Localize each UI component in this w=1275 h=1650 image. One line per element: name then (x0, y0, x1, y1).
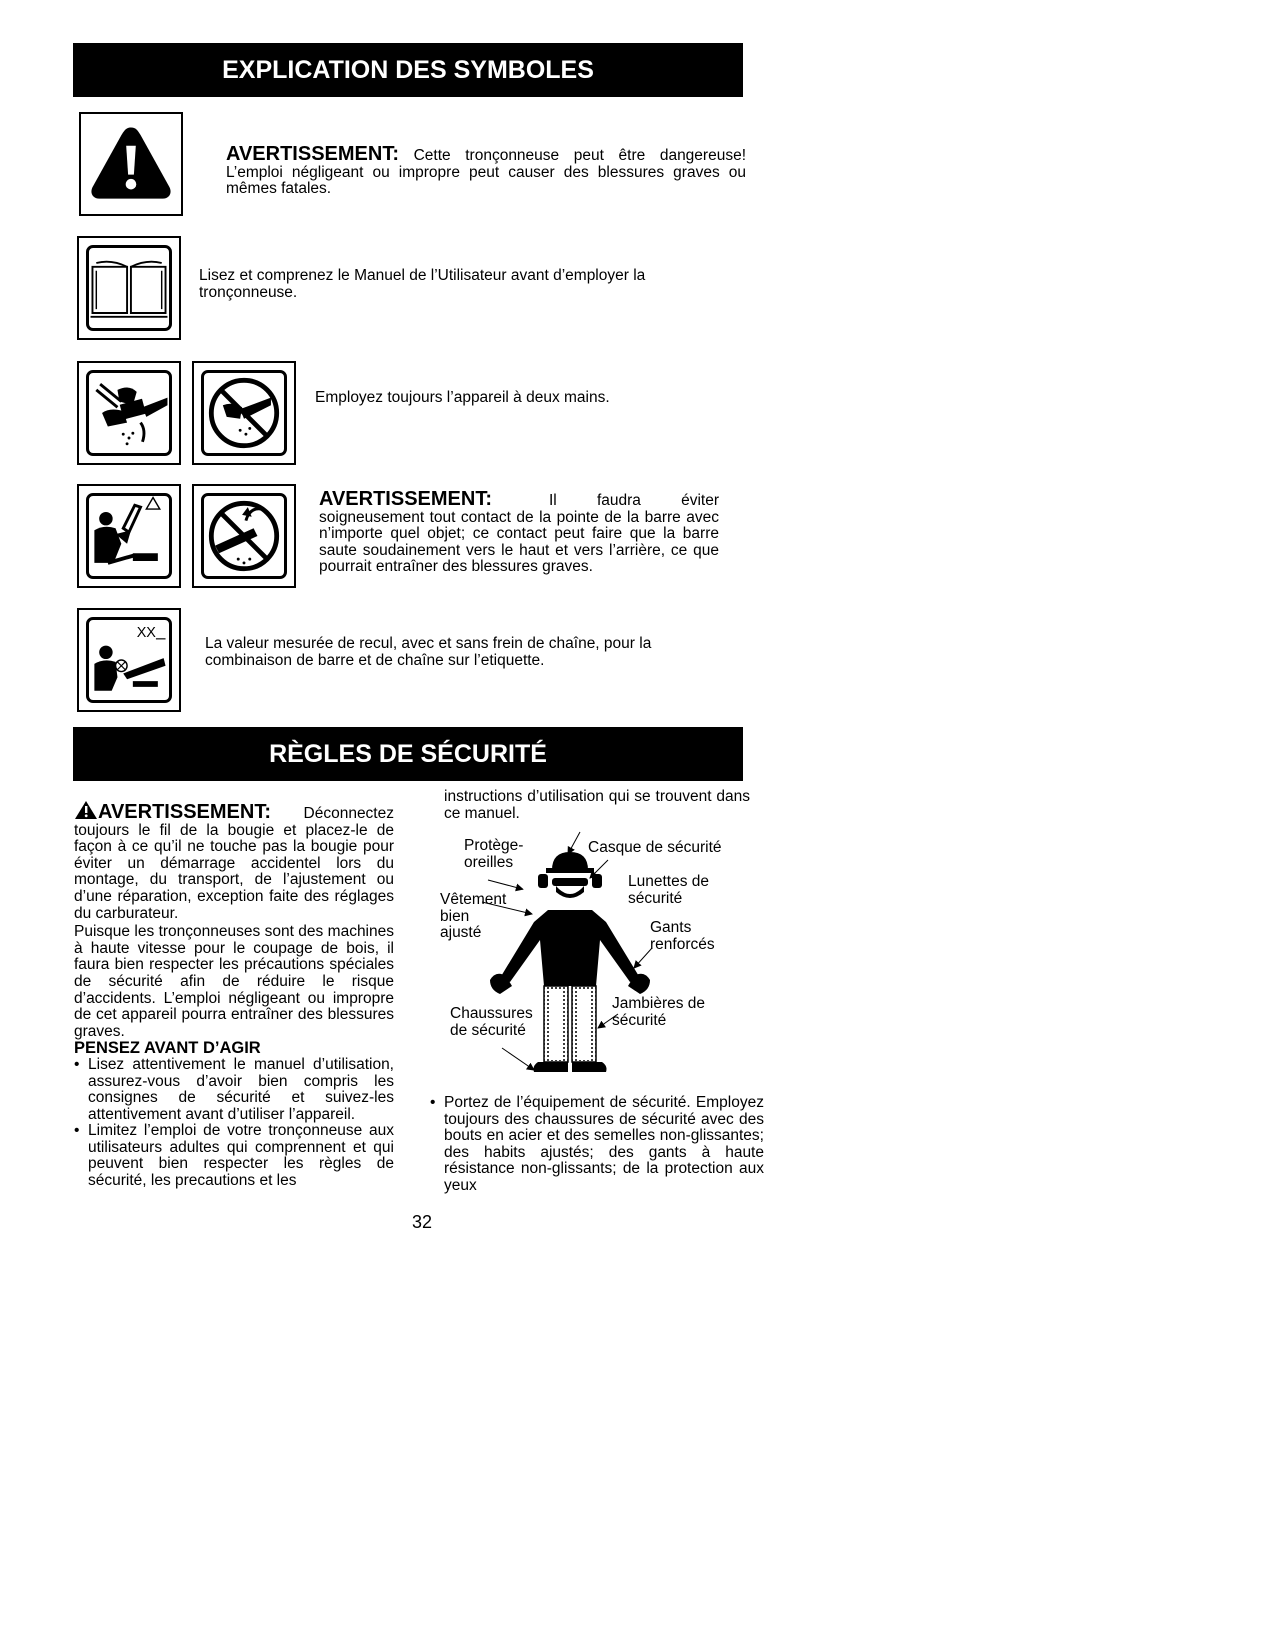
symbol-1-description (226, 143, 747, 198)
label-gloves: Gants renforcés (650, 919, 715, 953)
symbol-1-warning-label: AVERTISSEMENT: (226, 143, 399, 165)
bar-tip-contact-prohibited-icon (192, 484, 296, 588)
rules-bullet-1: • Lisez attentivement le manuel d’utilisation, assurez-vous d’avoir bien compris les consignes de sécurité et suivez-les attentivement avant d’utiliser l’appareil. (74, 1055, 394, 1123)
rules-col2-top-text: instructions d’utilisation qui se trouvent dans ce manuel. (444, 788, 750, 822)
symbol-3-text: Employez toujours l’appareil à deux mains. (315, 389, 610, 406)
safety-equipment-figure (430, 830, 760, 1090)
kickback-value-icon (77, 608, 181, 712)
symbols-title-banner (73, 43, 743, 97)
label-clothing: Vêtement bien ajusté (440, 891, 507, 942)
rules-paragraph-2: Puisque les tronçonneuses sont des machines à haute vitesse pour le coupage de bois, il faura bien respecter les précautions spéciales de sécurité afin de réduire le risque d’accidents. L’emploi négligeant ou impropre de cet appareil pourra entraîner des blessures graves. (74, 923, 394, 1040)
think-before-acting-heading: PENSEZ AVANT D’AGIR (74, 1039, 261, 1058)
rules-title: RÈGLES DE SÉCURITÉ (269, 739, 547, 768)
label-shoes: Chaussures de sécurité (450, 1005, 533, 1039)
symbol-4-text: soigneusement tout contact de la pointe de la barre avec n’importe quel objet; ce contact peut faire que la barre saute soudainement vers le haut et vers l’arrière, ce que pourrait entraîner des blessures graves. (319, 508, 719, 576)
symbol-4-first-words: Il faudra éviter (549, 492, 719, 509)
page-number: 32 (412, 1212, 433, 1232)
rules-warning-label: AVERTISSEMENT: (98, 801, 271, 823)
two-hands-icon (77, 361, 181, 465)
symbol-4-description (319, 488, 719, 576)
kickback-value-label: XX (136, 624, 156, 641)
kickback-warning-icon (77, 484, 181, 588)
symbol-5-text: La valeur mesurée de recul, avec et sans frein de chaîne, pour la combinaison de barre et de chaîne sur l’etiquette. (205, 635, 652, 669)
rules-title-banner (73, 727, 743, 781)
label-helmet: Casque de sécurité (588, 839, 722, 856)
one-hand-prohibited-icon (192, 361, 296, 465)
symbol-2-text: Lisez et comprenez le Manuel de l’Utilisateur avant d’employer la tronçonneuse. (199, 267, 646, 301)
warning-triangle-icon (79, 112, 183, 216)
rules-warning-first-word: Déconnectez (303, 805, 394, 822)
symbols-title: EXPLICATION DES SYMBOLES (222, 55, 594, 84)
symbol-4-warning-label: AVERTISSEMENT: (319, 488, 492, 510)
rules-bullet-3: • Portez de l’équipement de sécurité. Employez toujours des chaussures de sécurité avec des bouts en acier et des semelles non-glissantes; des habits ajustés; des gants à haute résistance non-glissants; de la protection aux yeux (430, 1094, 764, 1194)
symbol-1-text: Cette tronçonneuse peut être dangereuse! L’emploi négligeant ou impropre peut causer des blessures graves ou mêmes fatales. (226, 147, 747, 198)
rules-warning-text: toujours le fil de la bougie et placez-le de façon à ce qu’il ne touche pas la bougie pour éviter un démarrage accidentel lors du montage, du transport, de l’ajustement ou d’une réparation, exception faite des réglages du carburateur. (74, 821, 394, 922)
rules-left-column (74, 800, 394, 1190)
label-glasses: Lunettes de sécurité (628, 873, 710, 907)
label-leggings: Jambières de sécurité (612, 995, 706, 1029)
rules-bullet-2: • Limitez l’emploi de votre tronçonneuse aux utilisateurs adultes qui comprennent et qui peuvent bien respecter les règles de sécurité, les precautions et les (74, 1122, 394, 1190)
label-ear-protection: Protège- oreilles (464, 837, 524, 871)
rules-warning-paragraph (74, 800, 394, 922)
warning-triangle-small-icon (74, 800, 98, 820)
read-manual-icon (77, 236, 181, 340)
